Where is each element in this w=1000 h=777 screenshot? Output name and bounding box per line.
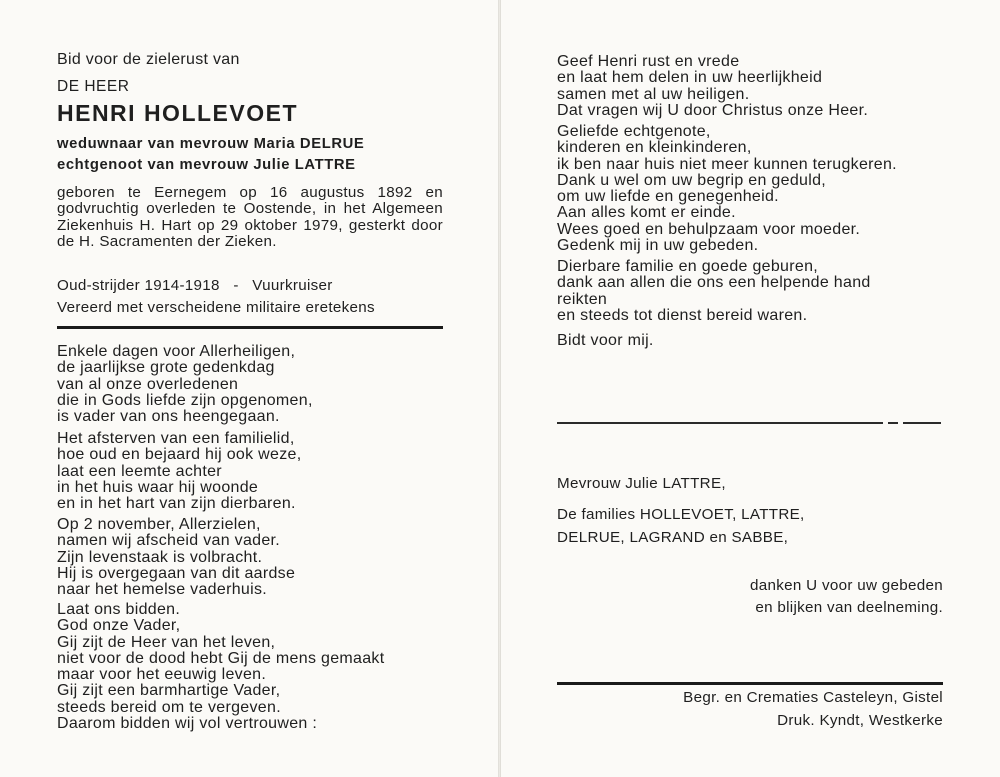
honors-line: Vereerd met verscheidene militaire eretekens (57, 299, 375, 316)
thanks-line-1: danken U voor uw gebeden (750, 577, 943, 594)
paragraph-2: Het afsterven van een familielid, hoe oud en bejaard hij ook weze, laat een leemte achter in het huis waar hij woonde en in het hart van zijn dierbaren. (57, 430, 302, 513)
widower-line: weduwnaar van mevrouw Maria DELRUE (57, 136, 365, 152)
paragraph-3: Op 2 november, Allerzielen, namen wij afscheid van vader. Zijn levenstaak is volbracht. Hij is overgegaan van dit aardse naar het hemelse vaderhuis. (57, 516, 296, 599)
left-divider (57, 326, 443, 329)
right-paragraph-2: Geliefde echtgenote, kinderen en kleinkinderen, ik ben naar huis niet meer kunnen terugkeren. Dank u wel om uw begrip en geduld, om uw liefde en genegenheid. Aan alles komt er einde. Wees goed en behulpzaam voor moeder. Gedenk mij in uw gebeden. (557, 123, 897, 255)
paragraph-1: Enkele dagen voor Allerheiligen, de jaarlijkse grote gedenkdag van al onze overledenen die in Gods liefde zijn opgenomen, is vader van ons heengegaan. (57, 343, 313, 426)
title-prefix: DE HEER (57, 78, 130, 95)
right-divider-top (557, 422, 883, 424)
closing-line: Bidt voor mij. (557, 332, 654, 349)
spouse-line: echtgenoot van mevrouw Julie LATTRE (57, 157, 356, 173)
right-paragraph-1: Geef Henri rust en vrede en laat hem delen in uw heerlijkheid samen met al uw heiligen. Dat vragen wij U door Christus onze Heer. (557, 53, 869, 119)
families-line-1: De families HOLLEVOET, LATTRE, (557, 506, 805, 523)
right-divider-bottom (557, 682, 943, 685)
birth-death-text: geboren te Eernegem op 16 augustus 1892 en godvruchtig overleden te Oostende, in het Algemeen Ziekenhuis H. Hart op 29 oktober 1979, gesterkt door de H. Sacramenten der Zieken. (57, 184, 443, 250)
widow-line: Mevrouw Julie LATTRE, (557, 475, 726, 492)
right-divider-top-end (888, 422, 898, 424)
card-fold (498, 0, 501, 777)
paragraph-prayer: Laat ons bidden. God onze Vader, Gij zijt de Heer van het leven, niet voor de dood hebt Gij de mens gemaakt maar voor het eeuwig leven. Gij zijt een barmhartige Vader, steeds bereid om te vergeven. Daarom bidden wij vol vertrouwen : (57, 601, 385, 733)
funeral-home-credit: Begr. en Crematies Casteleyn, Gistel (683, 689, 943, 706)
veteran-line: Oud-strijder 1914-1918 - Vuurkruiser (57, 277, 333, 294)
right-divider-top-end-2 (903, 422, 941, 424)
families-line-2: DELRUE, LAGRAND en SABBE, (557, 529, 789, 546)
right-paragraph-3: Dierbare familie en goede geburen, dank aan allen die ons een helpende hand reikten en steeds tot dienst bereid waren. (557, 258, 871, 324)
printer-credit: Druk. Kyndt, Westkerke (777, 712, 943, 729)
thanks-line-2: en blijken van deelneming. (755, 599, 943, 616)
intro-line: Bid voor de zielerust van (57, 51, 240, 68)
deceased-name: HENRI HOLLEVOET (57, 100, 299, 126)
